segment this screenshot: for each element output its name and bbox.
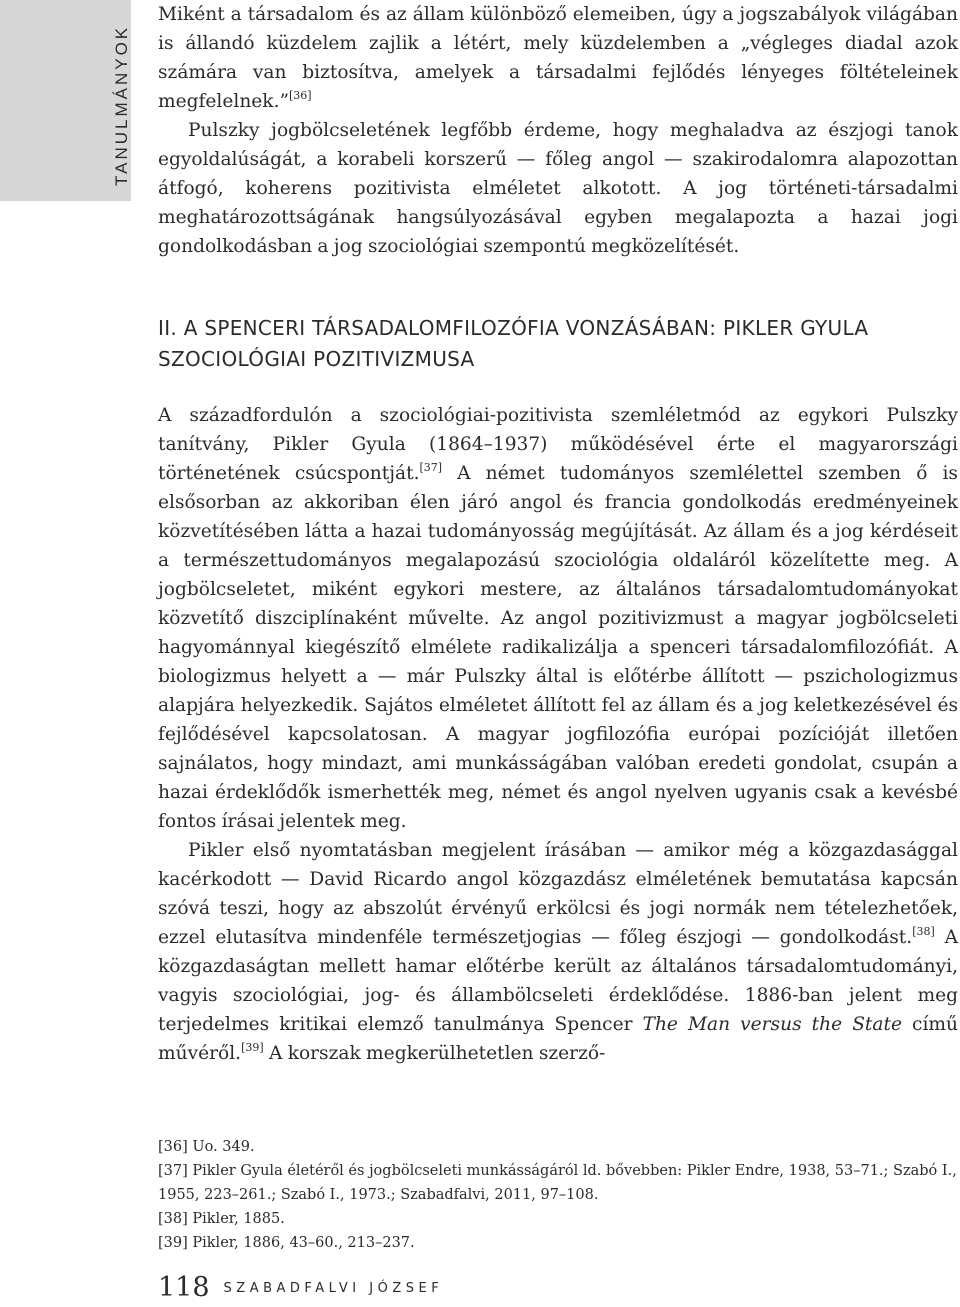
paragraph-pikler-intro-b: A német tudományos szemlélettel szemben ő is elsősorban az akkoriban élen járó angol és francia gondolkodás eredményeinek közvetítésében látta a hazai tudományosság megújítását. Az állam és a jog kérdéseit a természettudományos megalapozású szociológia oldaláról közelítette meg. A jogbölcseletet, miként egykori mestere, az általános társadalomtudományokat közvetítő diszciplínaként művelte. Az angol pozitivizmust a magyar jogbölcseleti hagyománnyal kiegészítő elmélete radikalizálja a spenceri társadalomfilozófiát. A biologizmus helyett a — már Pulszky által is előtérbe állított — pszichologizmus alapjára helyezkedik. Sajátos elméletet állított fel az állam és a jog keletkezésével és fejlődésével kapcsolatosan. A magyar jogfilozófia európai pozícióját illetően sajnálatos, hogy mindazt, ami munkásságában valóban eredeti gondolat, csupán a hazai érdeklődők ismerhették meg, német és angol nyelven ugyanis csak a kevésbé fontos írásai jelentek meg. [158, 463, 958, 832]
footnote-39: [39] Pikler, 1886, 43–60., 213–237. [158, 1235, 415, 1251]
paragraph-pikler-intro [158, 401, 958, 836]
paragraph-pulszky: Pulszky jogbölcseletének legfőbb érdeme, hogy meghaladva az észjogi tanok egyoldalúságát, a korabeli korszerű — főleg angol — szakirodalomra alapozottan átfogó, koherens pozitivista elméletet alkotott. A jog történeti-társadalmi meghatározottságának hangsúlyozásával egyben megalapozta a hazai jogi gondolkodásban a jog szociológiai szempontú megközelítését. [158, 120, 958, 257]
footnote-36: [36] Uo. 349. [158, 1139, 255, 1155]
footnote-37: [37] Pikler Gyula életéről és jogbölcseleti munkásságáról ld. bővebben: Pikler Endre, 1938, 53–71.; Szabó I., 1955, 223–261.; Szabó I., 1973.; Szabadfalvi, 2011, 97–108. [158, 1163, 957, 1203]
main-text-body [158, 401, 958, 1068]
page-number: 118 [158, 1272, 210, 1303]
paragraph-pikler-intro-a: A századfordulón a szociológiai-pozitivista szemléletmód az egykori Pulszky tanítvány, Pikler Gyula (1864–1937) működésével érte el magyarországi történetének csúcspontját. [158, 405, 958, 484]
footnotes [158, 1135, 958, 1255]
paragraph-pikler-writings-a: Pikler első nyomtatásban megjelent írásában — amikor még a közgazdasággal kacérkodott — David Ricardo angol közgazdász elméletének bemutatása kapcsán szóvá teszi, hogy az abszolút érvényű erkölcsi és jogi normák nem tételezhetőek, ezzel elutasítva mindenféle természetjogias — főleg észjogi — gondolkodást. [158, 840, 958, 948]
paragraph-pikler-writings-d: A korszak megkerülhetetlen szerző- [263, 1043, 606, 1064]
paragraph-pikler-writings [158, 836, 958, 1068]
section-heading: II. A SPENCERI TÁRSADALOMFILOZÓFIA VONZÁSÁBAN: PIKLER GYULA SZOCIOLÓGIAI POZITIVIZMUSA [158, 316, 869, 371]
paragraph-pikler-writings-b: A közgazdaságtan mellett hamar előtérbe került az általános társadalomtudományi, vagyis szociológiai, jog- és állambölcseleti érdeklődése. 1886-ban jelent meg terjedelmes kritikai elemző tanulmánya Spencer [158, 927, 958, 1035]
page-footer [158, 1272, 443, 1303]
intro-text: Miként a társadalom és az állam különböző elemeiben, úgy a jogszabályok világában is állandó küzdelem zajlik a létért, mely küzdelemben a „végleges diadal azok számára van biztosítva, amelyek a társadalmi fejlődés lényeges föltételeinek megfelelnek.” [158, 4, 958, 112]
footnote-ref-38: [38] [912, 925, 935, 938]
footnote-ref-36: [36] [288, 89, 312, 102]
book-title: The Man versus the State [642, 1014, 902, 1035]
section-side-tab [0, 0, 131, 201]
intro-paragraph [158, 0, 958, 116]
main-text-top [158, 0, 958, 261]
side-tab-label: TANULMÁNYOK [112, 24, 131, 186]
running-author: SZABADFALVI JÓZSEF [223, 1281, 444, 1296]
footnote-ref-37: [37] [419, 461, 443, 474]
paragraph-pikler-writings-c: című művéről. [158, 1014, 958, 1064]
footnote-ref-39: [39] [241, 1041, 264, 1054]
footnote-38: [38] Pikler, 1885. [158, 1211, 285, 1227]
